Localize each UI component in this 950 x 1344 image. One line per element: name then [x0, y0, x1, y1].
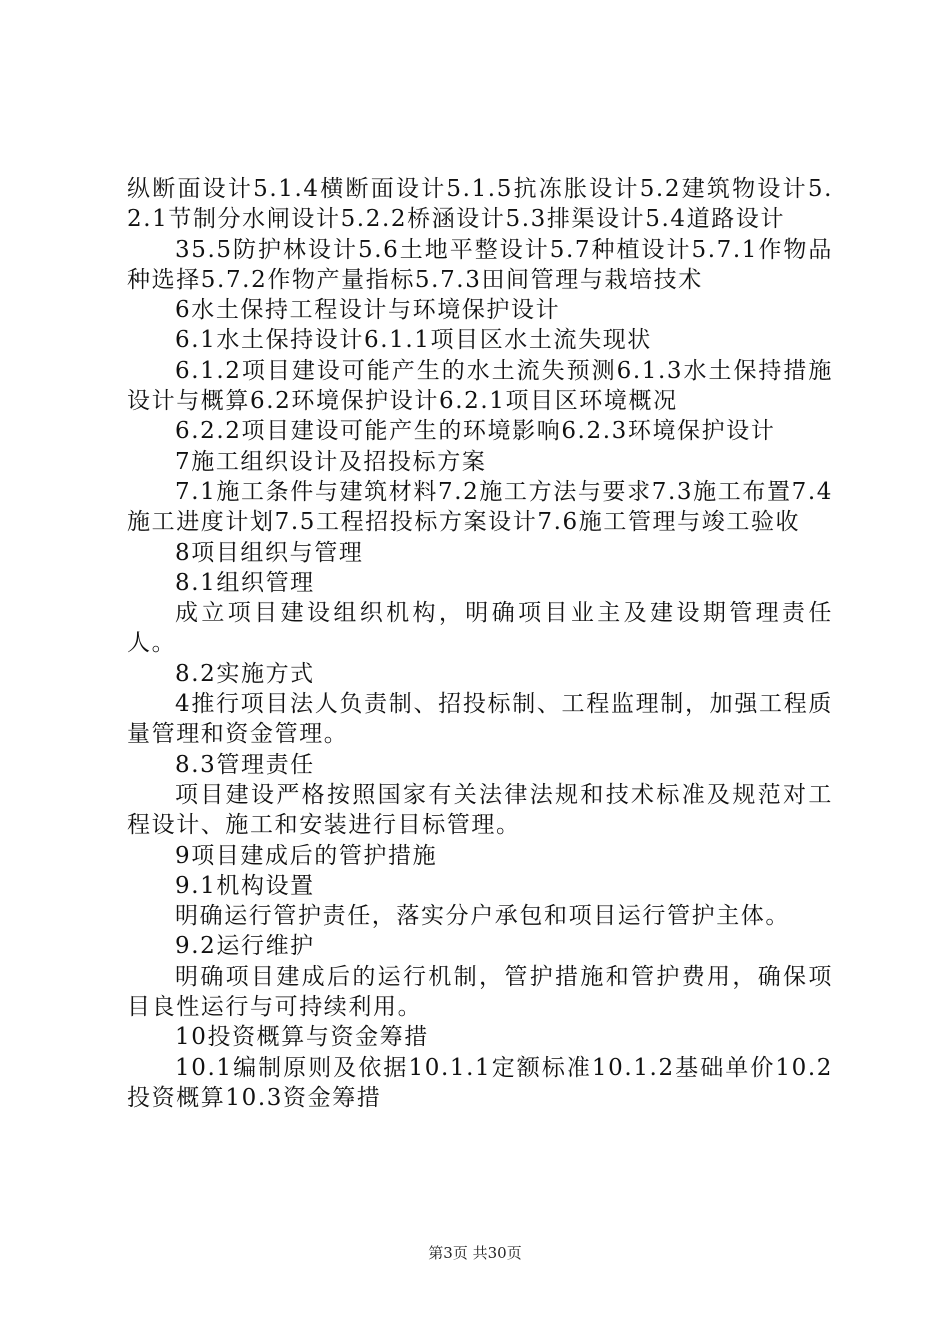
- paragraph-8: 7.1施工条件与建筑材料7.2施工方法与要求7.3施工布置7.4施工进度计划7.5工程招投标方案设计7.6施工管理与竣工验收: [127, 478, 833, 536]
- section-heading-6: 6水土保持工程设计与环境保护设计: [175, 297, 561, 324]
- subsection-heading-8-1: 8.1组织管理: [175, 569, 315, 596]
- paragraph-13: 4推行项目法人负责制、招投标制、工程监理制，加强工程质量管理和资金管理。: [127, 691, 833, 748]
- section-heading-8: 8项目组织与管理: [175, 539, 364, 566]
- subsection-heading-8-3: 8.3管理责任: [175, 751, 315, 778]
- paragraph-11: 成立项目建设组织机构，明确项目业主及建设期管理责任人。: [127, 600, 833, 657]
- paragraph-2: 35.5防护林设计5.6土地平整设计5.7种植设计5.7.1作物品种选择5.7.2作物产量指标5.7.3田间管理与栽培技术: [127, 236, 833, 293]
- subsection-heading-8-2: 8.2实施方式: [175, 660, 315, 687]
- document-body: [127, 174, 833, 1113]
- paragraph-6: 6.2.2项目建设可能产生的环境影响6.2.3环境保护设计: [175, 418, 776, 445]
- paragraph-4: 6.1水土保持设计6.1.1项目区水土流失现状: [175, 327, 652, 354]
- section-heading-7: 7施工组织设计及招投标方案: [175, 448, 487, 475]
- paragraph-5: 6.1.2项目建设可能产生的水土流失预测6.1.3水土保持措施设计与概算6.2环境保护设计6.2.1项目区环境概况: [127, 357, 833, 415]
- page-number-footer: 第3页 共30页: [428, 1244, 522, 1262]
- subsection-heading-9-2: 9.2运行维护: [175, 933, 315, 960]
- paragraph-18: 明确运行管护责任，落实分户承包和项目运行管护主体。: [175, 903, 790, 930]
- paragraph-15: 项目建设严格按照国家有关法律法规和技术标准及规范对工程设计、施工和安装进行目标管理。: [127, 781, 833, 839]
- subsection-heading-9-1: 9.1机构设置: [175, 872, 315, 899]
- paragraph-20: 明确项目建成后的运行机制，管护措施和管护费用，确保项目良性运行与可持续利用。: [127, 963, 833, 1021]
- section-heading-9: 9项目建成后的管护措施: [175, 842, 438, 869]
- section-heading-10: 10投资概算与资金筹措: [175, 1024, 429, 1051]
- paragraph-22: 10.1编制原则及依据10.1.1定额标准10.1.2基础单价10.2投资概算10.3资金筹措: [127, 1054, 833, 1111]
- paragraph-1: 纵断面设计5.1.4横断面设计5.1.5抗冻胀设计5.2建筑物设计5.2.1节制分水闸设计5.2.2桥涵设计5.3排渠设计5.4道路设计: [127, 176, 833, 233]
